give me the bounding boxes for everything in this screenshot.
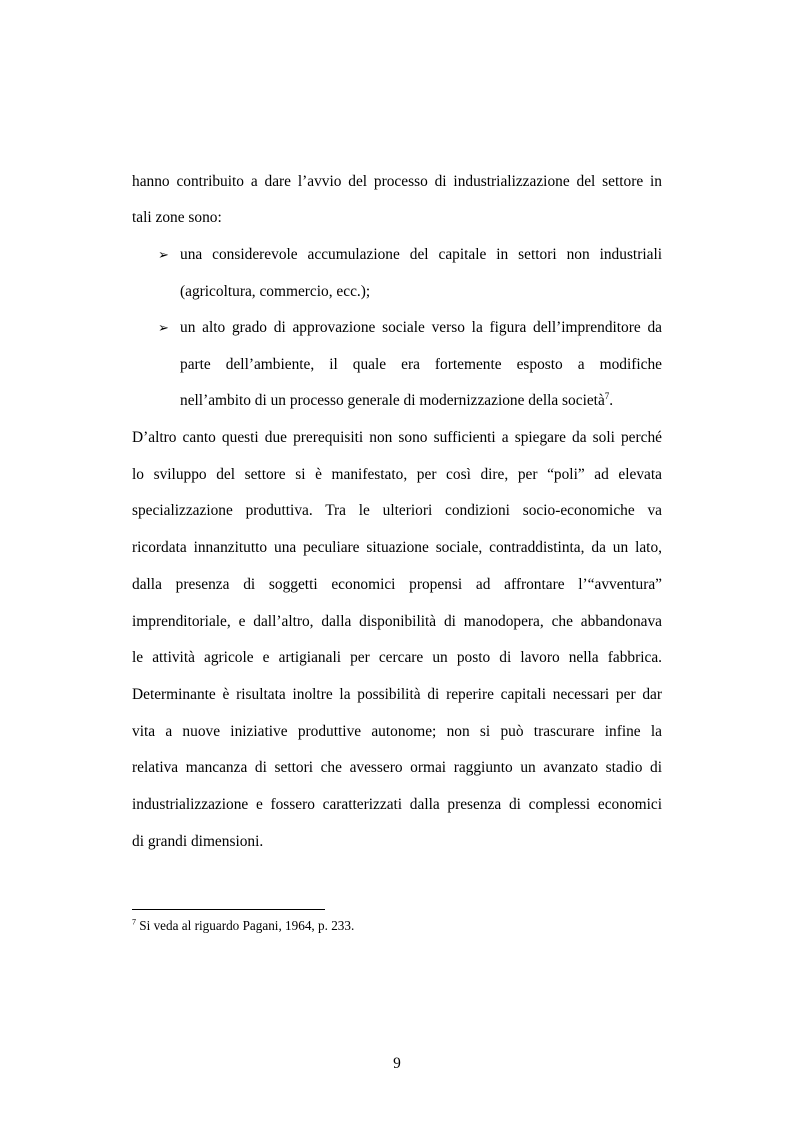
page-number: 9	[393, 1055, 401, 1072]
arrow-bullet-icon: ➢	[158, 320, 169, 335]
footnote-reference: 7	[604, 390, 610, 401]
arrow-bullet-icon: ➢	[158, 247, 169, 262]
bullet-2-line-3-text: nell’ambito di un processo generale di modernizzazione della società	[180, 392, 605, 409]
main-line-7: le attività agricole e artigianali per cercare un posto di lavoro nella fabbrica.	[132, 649, 662, 666]
main-line-11: industrializzazione e fossero caratterizzati dalla presenza di complessi economici	[132, 796, 662, 813]
main-line-12: di grandi dimensioni.	[132, 833, 264, 850]
bullet-1-line-1: una considerevole accumulazione del capitale in settori non industriali	[180, 246, 662, 263]
bullet-2-line-1: un alto grado di approvazione sociale verso la figura dell’imprenditore da	[180, 319, 662, 336]
intro-line-1: hanno contribuito a dare l’avvio del processo di industrializzazione del settore in	[132, 173, 662, 190]
main-line-8: Determinante è risultata inoltre la possibilità di reperire capitali necessari per dar	[132, 686, 662, 703]
footnote-number: 7	[132, 917, 136, 927]
main-line-1: D’altro canto questi due prerequisiti non sono sufficienti a spiegare da soli perché	[132, 429, 662, 446]
main-line-2: lo sviluppo del settore si è manifestato, per così dire, per “poli” ad elevata	[132, 466, 662, 483]
footnote	[132, 917, 354, 935]
main-line-9: vita a nuove iniziative produttive autonome; non si può trascurare infine la	[132, 723, 662, 740]
bullet-1-line-2: (agricoltura, commercio, ecc.);	[180, 283, 371, 300]
main-line-10: relativa mancanza di settori che avessero ormai raggiunto un avanzato stadio di	[132, 759, 662, 776]
bullet-2-line-2: parte dell’ambiente, il quale era fortemente esposto a modifiche	[180, 356, 662, 373]
footnote-separator	[132, 909, 325, 910]
intro-line-2: tali zone sono:	[132, 209, 222, 226]
main-line-5: dalla presenza di soggetti economici propensi ad affrontare l’“avventura”	[132, 576, 662, 593]
footnote-text: Si veda al riguardo Pagani, 1964, p. 233.	[136, 918, 355, 933]
bullet-2-trailing: .	[609, 392, 614, 409]
main-line-4: ricordata innanzitutto una peculiare situazione sociale, contraddistinta, da un lato,	[132, 539, 662, 556]
main-line-3: specializzazione produttiva. Tra le ulteriori condizioni socio-economiche va	[132, 502, 662, 519]
main-line-6: imprenditoriale, e dall’altro, dalla disponibilità di manodopera, che abbandonava	[132, 613, 662, 630]
bullet-2-line-3	[180, 391, 613, 411]
